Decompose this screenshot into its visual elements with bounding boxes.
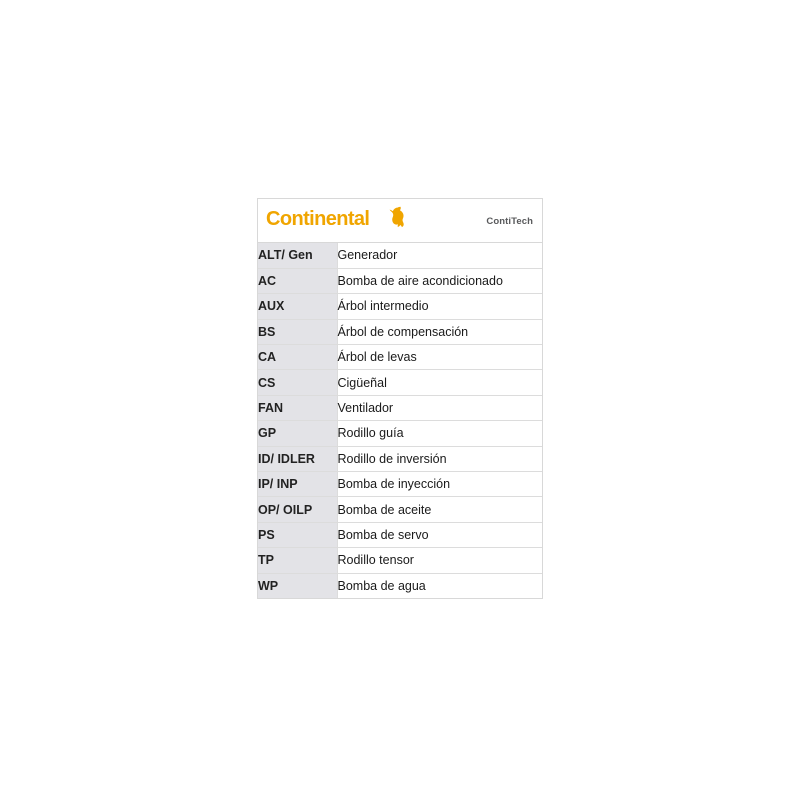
table-row [258,573,542,598]
legend-description: Rodillo tensor [337,548,542,573]
legend-code: PS [258,522,337,547]
legend-description: Cigüeñal [337,370,542,395]
legend-code: AC [258,268,337,293]
table-row [258,370,542,395]
table-row [258,319,542,344]
legend-description: Bomba de agua [337,573,542,598]
legend-code: IP/ INP [258,472,337,497]
continental-wordmark: Continental [266,208,370,230]
legend-table [258,243,542,598]
legend-code: ID/ IDLER [258,446,337,471]
table-row [258,548,542,573]
table-row [258,294,542,319]
legend-card [257,198,543,599]
table-row [258,345,542,370]
legend-description: Rodillo guía [337,421,542,446]
legend-code: FAN [258,395,337,420]
legend-code: GP [258,421,337,446]
legend-code: CS [258,370,337,395]
legend-description: Rodillo de inversión [337,446,542,471]
legend-description: Bomba de inyección [337,472,542,497]
table-row [258,522,542,547]
brand-header [258,199,542,243]
table-row [258,395,542,420]
legend-description: Árbol intermedio [337,294,542,319]
legend-description: Bomba de aire acondicionado [337,268,542,293]
table-row [258,472,542,497]
legend-description: Árbol de compensación [337,319,542,344]
legend-description: Ventilador [337,395,542,420]
contitech-sub-brand: ContiTech [486,216,533,227]
legend-code: OP/ OILP [258,497,337,522]
legend-code: WP [258,573,337,598]
legend-code: ALT/ Gen [258,243,337,268]
table-row [258,497,542,522]
table-row [258,268,542,293]
table-row [258,421,542,446]
legend-code: AUX [258,294,337,319]
legend-description: Generador [337,243,542,268]
legend-code: TP [258,548,337,573]
legend-code: CA [258,345,337,370]
table-row [258,243,542,268]
legend-description: Bomba de aceite [337,497,542,522]
legend-code: BS [258,319,337,344]
legend-description: Bomba de servo [337,522,542,547]
legend-description: Árbol de levas [337,345,542,370]
prancing-horse-icon [389,206,405,228]
table-row [258,446,542,471]
